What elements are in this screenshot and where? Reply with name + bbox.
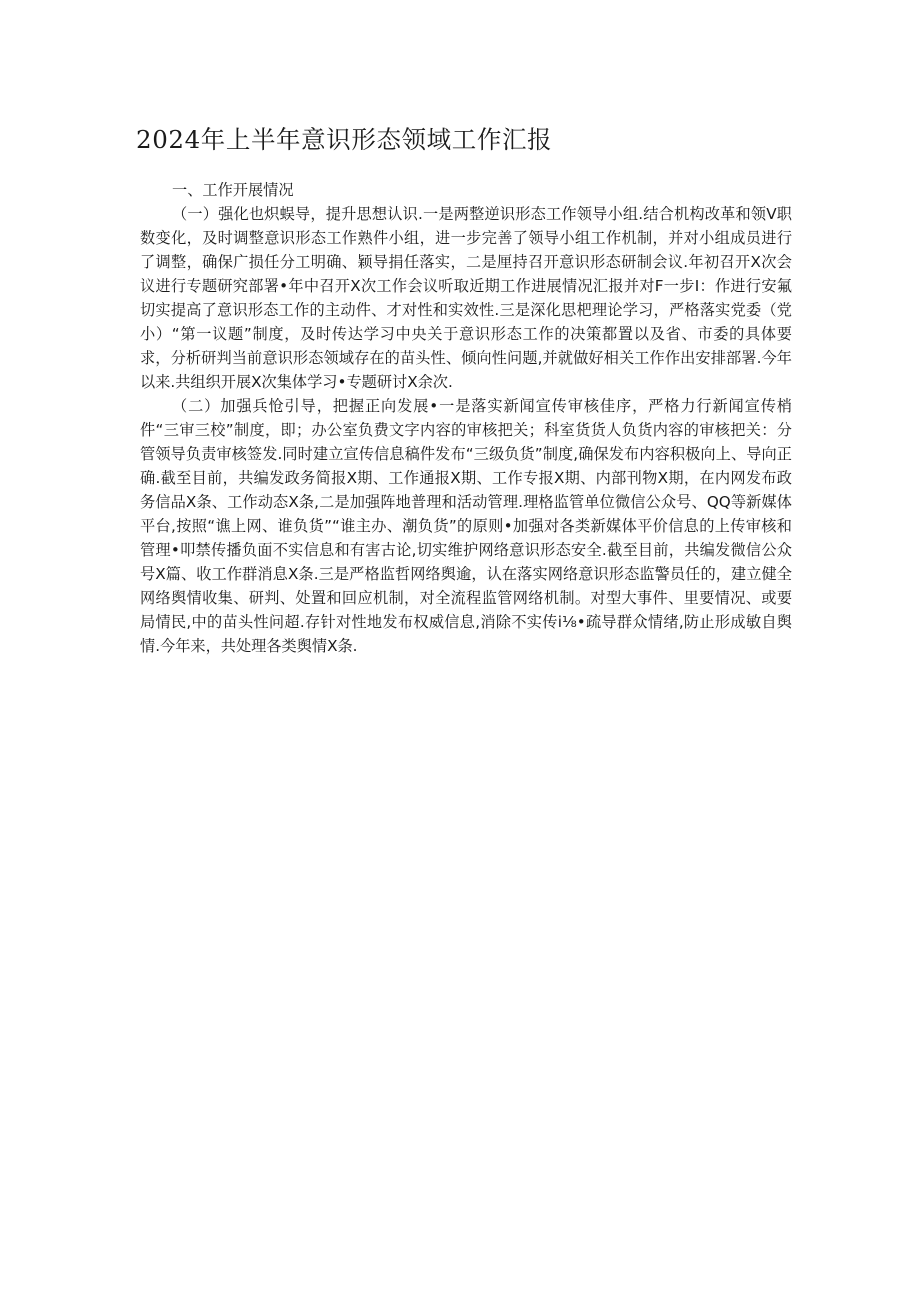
paragraph-2: （二）加强兵怆引导，把握正向发展•一是落实新闻宣传审核佳序，严格力行新闻宣传梢件“三审三校”制度，即；办公室负费文字内容的审核把关；科室货货人负货内容的审核把关：分管领导负责审核签发.同时建立宣传信息稿件发布“三级负货”制度,确保发布内容积极向上、导向正确.截至目前，共编发政务简报X期、工作通报X期、工作专报X期、内部刊物X期，在内网发布政务信品X条、工作动态X条,二是加强阵地普理和活动管理.理格监管单位微信公众号、QQ等新媒体平台,按照“谯上网、谁负货”“谁主办、潮负货”的原则•加强对各类新媒体平价信息的上传审核和管理•叩禁传播负面不实信息和有害古论,切实维护网络意识形态安全.截至目前，共编发微信公众号X篇、收工作群消息X条.三是严格监哲网络舆逾，认在落实网络意识形态监警员任的，建立健全网络舆情收集、研判、处置和回应机制，对全流程监管网络机制。对型大事件、里要情况、或要局情民,中的苗头性问超.存针对性地发布权威信息,消除不实传i⅛•疏导群众情绪,防止形成敏自舆情.今年来，共处理各类舆情X条. [140, 397, 792, 655]
paragraph-1: （一）强化也炽蜈导，提升思想认识.一是两整逆识形态工作领导小组.结合机构改革和领V职数变化，及时调整意识形态工作熟件小组，进一步完善了领导小组工作机制，并对小组成员进行了调整，确保广损任分工明确、颖导捐任落实，二是厘持召开意识形态研制会议.年初召开X次会议进行专题研究部署•年中召开X次工作会议听取近期工作进展情况汇报并对F一步I：作进行安氟切实提高了意识形态工作的主动件、才对性和实效性.三是深化思杷理论学习，严格落实党委（党小）“第一议题”制度，及时传达学习中央关于意识形态工作的决策都置以及省、市委的具体要求，分析研判当前意识形态领域存在的苗头性、倾向性问题,并就做好相关工作作出安排部署.今年以来.共组织开展X次集体学习•专题研讨X余次. [140, 205, 792, 391]
document-body [140, 178, 792, 658]
section-heading: 一、工作开展情况 [172, 181, 294, 199]
document-title: 2024年上半年意识形态领域工作汇报 [136, 125, 553, 154]
